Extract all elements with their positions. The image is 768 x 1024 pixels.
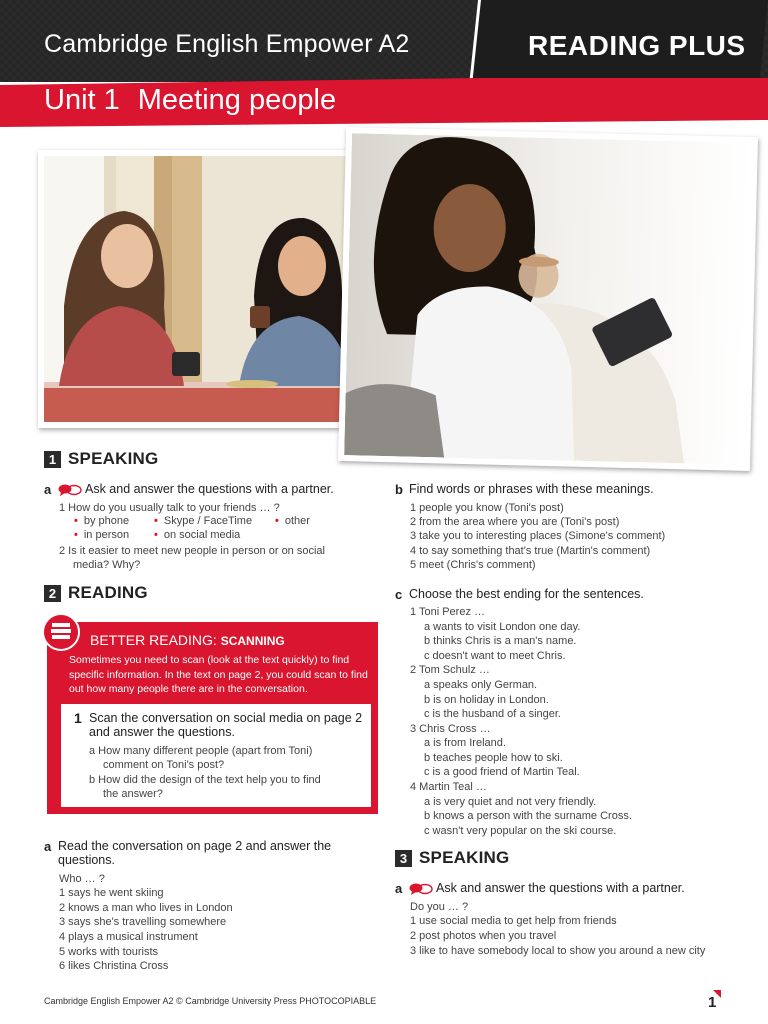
- s2-a-line2: questions.: [58, 853, 115, 867]
- s1-a-instruction-text: Ask and answer the questions with a partner.: [85, 482, 334, 496]
- speech-bubbles-icon: [409, 883, 433, 895]
- s2-b-item: 3 take you to interesting places (Simone's comment): [410, 530, 666, 542]
- s2-c-option: b knows a person with the surname Cross.: [424, 810, 632, 822]
- photo-illustration-tablet: [344, 133, 752, 465]
- br-qa-line1: a How many different people (apart from Toni): [89, 745, 313, 757]
- s2-b-item: 1 people you know (Toni's post): [410, 502, 564, 514]
- br-task-line1: Scan the conversation on social media on page 2: [89, 711, 363, 725]
- reading-plus-label: READING PLUS: [528, 30, 746, 61]
- s2-a-letter: a: [44, 839, 52, 854]
- section-3-heading: [395, 848, 509, 868]
- section-3-title: SPEAKING: [419, 848, 510, 867]
- footer-copyright: Cambridge English Empower A2 © Cambridge University Press PHOTOCOPIABLE: [44, 996, 377, 1006]
- section-2-number: 2: [44, 585, 61, 602]
- s2-b-item: 4 to say something that's true (Martin's comment): [410, 545, 651, 557]
- photo-illustration-friends: [44, 156, 350, 422]
- s1-option-in-person: • in person: [74, 529, 129, 541]
- br-task-line2: and answer the questions.: [89, 725, 235, 739]
- br-qb-line2: the answer?: [103, 788, 163, 800]
- s2-c-option: a is from Ireland.: [424, 737, 506, 749]
- s3-a-instruction-text: Ask and answer the questions with a partner.: [436, 881, 685, 895]
- s2-c-question: 3 Chris Cross …: [410, 723, 491, 735]
- s2-a-line1: Read the conversation on page 2 and answer the: [58, 839, 332, 853]
- page-corner-mark: [713, 990, 721, 998]
- s1-a-q2-line2: media? Why?: [73, 559, 141, 571]
- s2-c-instruction: Choose the best ending for the sentences.: [409, 587, 644, 601]
- s2-c-option: b thinks Chris is a man's name.: [424, 635, 577, 647]
- s2-b-item: 5 meet (Chris's comment): [410, 559, 536, 571]
- speech-bubbles-icon: [58, 484, 82, 496]
- s3-a-instruction: [409, 881, 685, 896]
- s2-b-instruction: Find words or phrases with these meanings.: [409, 482, 654, 496]
- s3-a-intro: Do you … ?: [410, 901, 469, 913]
- s2-c-option: c wasn't very popular on the ski course.: [424, 825, 617, 837]
- s1-a-q2-line1: 2 Is it easier to meet new people in person or on social: [59, 545, 325, 557]
- br-task-number: 1: [74, 710, 82, 726]
- better-reading-text: Sometimes you need to scan (look at the text quickly) to find specific information. In the text on page 2, you could scan to find out how many people there are in the conversation.: [69, 654, 368, 695]
- s1-a-q1: 1 How do you usually talk to your friends … ?: [59, 502, 280, 514]
- s2-b-letter: b: [395, 482, 403, 497]
- s2-c-option: c is a good friend of Martin Teal.: [424, 766, 580, 778]
- section-3-number: 3: [395, 850, 412, 867]
- s3-a-letter: a: [395, 881, 403, 896]
- s1-option-social-media: • on social media: [154, 529, 240, 541]
- s2-c-option: b is on holiday in London.: [424, 694, 549, 706]
- better-reading-title-main: BETTER READING:: [90, 632, 217, 648]
- s1-a-letter: a: [44, 482, 52, 497]
- unit-title: [44, 84, 336, 117]
- s2-c-question: 1 Toni Perez …: [410, 606, 486, 618]
- unit-name: Meeting people: [137, 84, 337, 116]
- s2-c-letter: c: [395, 587, 403, 602]
- s1-option-other: • other: [275, 515, 310, 527]
- s1-option-skype: • Skype / FaceTime: [154, 515, 252, 527]
- s1-a-instruction: [58, 482, 334, 497]
- s3-a-item: 3 like to have somebody local to show you around a new city: [410, 945, 706, 957]
- section-1-number: 1: [44, 451, 61, 468]
- s3-a-item: 2 post photos when you travel: [410, 930, 557, 942]
- s2-a-item: 2 knows a man who lives in London: [59, 902, 233, 914]
- better-reading-title: [90, 632, 285, 648]
- photo-two-women-drinking-tea: [38, 150, 356, 428]
- s2-c-option: b teaches people how to ski.: [424, 752, 563, 764]
- s2-c-question: 2 Tom Schulz …: [410, 664, 490, 676]
- s2-a-item: 3 says she's travelling somewhere: [59, 916, 227, 928]
- s3-a-item: 1 use social media to get help from friends: [410, 915, 617, 927]
- s2-a-item: 5 works with tourists: [59, 946, 159, 958]
- section-1-title: SPEAKING: [68, 449, 159, 468]
- section-2-title: READING: [68, 583, 148, 602]
- better-reading-title-sub: SCANNING: [220, 634, 285, 648]
- section-2-heading: [44, 583, 148, 603]
- s2-a-item: 1 says he went skiing: [59, 887, 164, 899]
- books-icon: [42, 613, 80, 651]
- s2-b-item: 2 from the area where you are (Toni's post): [410, 516, 620, 528]
- s2-c-question: 4 Martin Teal …: [410, 781, 487, 793]
- unit-number: Unit 1: [44, 84, 120, 116]
- s2-c-option: c doesn't want to meet Chris.: [424, 650, 566, 662]
- s2-c-option: a wants to visit London one day.: [424, 621, 581, 633]
- page-number: 1: [708, 994, 717, 1011]
- s2-c-option: c is the husband of a singer.: [424, 708, 561, 720]
- book-title: Cambridge English Empower A2: [44, 30, 410, 58]
- s2-a-item: 6 likes Christina Cross: [59, 960, 169, 972]
- s2-c-option: a speaks only German.: [424, 679, 538, 691]
- s2-a-item: 4 plays a musical instrument: [59, 931, 198, 943]
- s2-a-intro: Who … ?: [59, 873, 105, 885]
- br-qb-line1: b How did the design of the text help you to find: [89, 774, 321, 786]
- s2-c-option: a is very quiet and not very friendly.: [424, 796, 597, 808]
- br-qa-line2: comment on Toni's post?: [103, 759, 225, 771]
- s1-option-by-phone: • by phone: [74, 515, 129, 527]
- photo-woman-with-tablet: [338, 127, 758, 471]
- section-1-heading: [44, 449, 158, 469]
